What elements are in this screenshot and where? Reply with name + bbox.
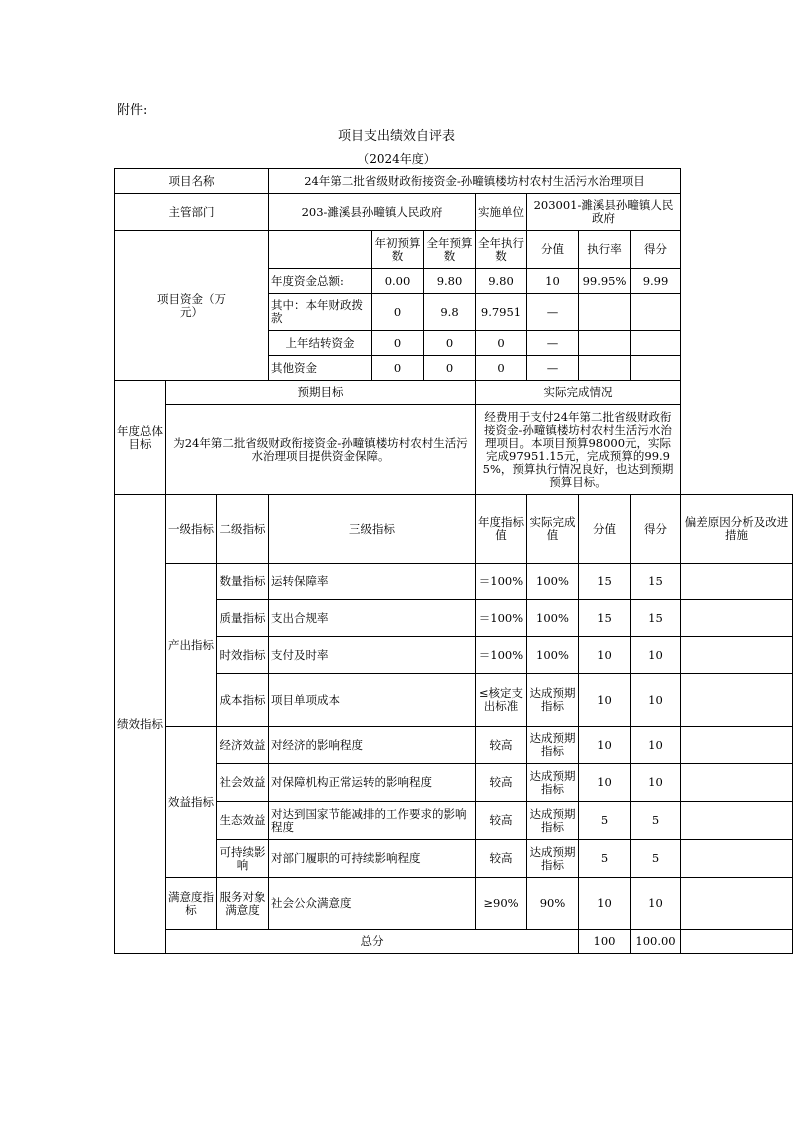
note bbox=[681, 674, 793, 727]
impl-value: 203001-濉溪县孙疃镇人民政府 bbox=[527, 194, 681, 231]
funds-cell: — bbox=[527, 294, 579, 331]
evaluation-table bbox=[114, 168, 793, 954]
target: 较高 bbox=[476, 840, 527, 878]
perf-header: 偏差原因分析及改进措施 bbox=[681, 495, 793, 564]
funds-header: 得分 bbox=[631, 231, 681, 269]
total-label: 总分 bbox=[166, 930, 579, 954]
project-name-label: 项目名称 bbox=[115, 169, 269, 194]
score: 10 bbox=[631, 637, 681, 674]
funds-cell: 10 bbox=[527, 269, 579, 294]
level3: 对保障机构正常运转的影响程度 bbox=[269, 764, 476, 802]
funds-cell bbox=[579, 294, 631, 331]
funds-cell: 9.80 bbox=[476, 269, 527, 294]
funds-row-label: 其他资金 bbox=[269, 356, 372, 381]
level2: 服务对象满意度 bbox=[217, 878, 269, 930]
level2: 经济效益 bbox=[217, 727, 269, 764]
score-max: 15 bbox=[579, 600, 631, 637]
level3: 项目单项成本 bbox=[269, 674, 476, 727]
funds-cell: 0 bbox=[424, 356, 476, 381]
funds-cell: 9.80 bbox=[424, 269, 476, 294]
score-max: 10 bbox=[579, 637, 631, 674]
score: 15 bbox=[631, 600, 681, 637]
note bbox=[681, 637, 793, 674]
perf-header: 三级指标 bbox=[269, 495, 476, 564]
perf-header: 分值 bbox=[579, 495, 631, 564]
score: 5 bbox=[631, 840, 681, 878]
level3: 对经济的影响程度 bbox=[269, 727, 476, 764]
actual: 达成预期指标 bbox=[527, 764, 579, 802]
score-max: 5 bbox=[579, 840, 631, 878]
expected-text: 为24年第二批省级财政衔接资金-孙疃镇楼坊村农村生活污水治理项目提供资金保障。 bbox=[166, 405, 476, 495]
target: 较高 bbox=[476, 764, 527, 802]
actual-text: 经费用于支付24年第二批省级财政衔接资金-孙疃镇楼坊村农村生活污水治理项目。本项目预算98000元，实际完成97951.15元，完成预算的99.95%，预算执行情况良好，也达到预期预算目标。 bbox=[476, 405, 681, 495]
page-title: 项目支出绩效自评表 bbox=[337, 129, 455, 144]
funds-cell: 0 bbox=[372, 294, 424, 331]
score-max: 15 bbox=[579, 564, 631, 600]
funds-label-text: 项目资金（万元） bbox=[157, 291, 226, 319]
perf-header: 一级指标 bbox=[166, 495, 217, 564]
funds-header: 全年执行数 bbox=[476, 231, 527, 269]
funds-cell: 0 bbox=[476, 356, 527, 381]
note bbox=[681, 802, 793, 840]
funds-cell: 9.99 bbox=[631, 269, 681, 294]
target: 较高 bbox=[476, 802, 527, 840]
score-max: 5 bbox=[579, 802, 631, 840]
funds-cell bbox=[579, 331, 631, 356]
total-score: 100.00 bbox=[631, 930, 681, 954]
funds-header: 年初预算数 bbox=[372, 231, 424, 269]
performance-label: 绩效指标 bbox=[115, 495, 166, 954]
goals-label: 年度总体目标 bbox=[115, 381, 166, 495]
funds-row-label: 上年结转资金 bbox=[269, 331, 372, 356]
level2: 可持续影响 bbox=[217, 840, 269, 878]
level3: 对达到国家节能减排的工作要求的影响程度 bbox=[269, 802, 476, 840]
funds-cell bbox=[631, 331, 681, 356]
actual: 达成预期指标 bbox=[527, 840, 579, 878]
actual: 90% bbox=[527, 878, 579, 930]
funds-cell bbox=[631, 356, 681, 381]
note bbox=[681, 764, 793, 802]
impl-label: 实施单位 bbox=[476, 194, 527, 231]
score-max: 10 bbox=[579, 764, 631, 802]
note bbox=[681, 600, 793, 637]
level3: 社会公众满意度 bbox=[269, 878, 476, 930]
note bbox=[681, 727, 793, 764]
score-max: 10 bbox=[579, 727, 631, 764]
target: 较高 bbox=[476, 727, 527, 764]
project-name-value: 24年第二批省级财政衔接资金-孙疃镇楼坊村农村生活污水治理项目 bbox=[269, 169, 681, 194]
score: 5 bbox=[631, 802, 681, 840]
score: 10 bbox=[631, 727, 681, 764]
funds-cell bbox=[631, 294, 681, 331]
level2: 成本指标 bbox=[217, 674, 269, 727]
level1-output: 产出指标 bbox=[166, 564, 217, 727]
score: 10 bbox=[631, 878, 681, 930]
note bbox=[681, 840, 793, 878]
funds-cell: 0 bbox=[372, 356, 424, 381]
note bbox=[681, 878, 793, 930]
funds-header: 执行率 bbox=[579, 231, 631, 269]
target: ≥90% bbox=[476, 878, 527, 930]
level2: 数量指标 bbox=[217, 564, 269, 600]
level3: 支出合规率 bbox=[269, 600, 476, 637]
dept-value: 203-濉溪县孙疃镇人民政府 bbox=[269, 194, 476, 231]
score: 10 bbox=[631, 764, 681, 802]
funds-header: 全年预算数 bbox=[424, 231, 476, 269]
target: ＝100% bbox=[476, 600, 527, 637]
funds-header-blank bbox=[269, 231, 372, 269]
note bbox=[681, 564, 793, 600]
actual: 达成预期指标 bbox=[527, 727, 579, 764]
level2: 生态效益 bbox=[217, 802, 269, 840]
dept-label: 主管部门 bbox=[115, 194, 269, 231]
level2: 时效指标 bbox=[217, 637, 269, 674]
level3: 对部门履职的可持续影响程度 bbox=[269, 840, 476, 878]
total-score-max: 100 bbox=[579, 930, 631, 954]
funds-header: 分值 bbox=[527, 231, 579, 269]
perf-header: 年度指标值 bbox=[476, 495, 527, 564]
funds-cell: — bbox=[527, 356, 579, 381]
attachment-label: 附件: bbox=[117, 103, 148, 118]
funds-cell: 0 bbox=[476, 331, 527, 356]
funds-cell: 9.7951 bbox=[476, 294, 527, 331]
level3: 支付及时率 bbox=[269, 637, 476, 674]
funds-row-label: 其中：本年财政拨款 bbox=[269, 294, 372, 331]
funds-row-label: 年度资金总额: bbox=[269, 269, 372, 294]
level1-benefit: 效益指标 bbox=[166, 727, 217, 878]
actual: 100% bbox=[527, 564, 579, 600]
actual: 达成预期指标 bbox=[527, 674, 579, 727]
funds-cell bbox=[579, 356, 631, 381]
score-max: 10 bbox=[579, 674, 631, 727]
expected-header: 预期目标 bbox=[166, 381, 476, 405]
level3: 运转保障率 bbox=[269, 564, 476, 600]
perf-header: 得分 bbox=[631, 495, 681, 564]
target: ＝100% bbox=[476, 564, 527, 600]
perf-header: 二级指标 bbox=[217, 495, 269, 564]
actual: 100% bbox=[527, 600, 579, 637]
funds-label bbox=[115, 231, 269, 381]
level1-satisfaction: 满意度指标 bbox=[166, 878, 217, 930]
total-note bbox=[681, 930, 793, 954]
score-max: 10 bbox=[579, 878, 631, 930]
target: ≤核定支出标准 bbox=[476, 674, 527, 727]
funds-cell: 0.00 bbox=[372, 269, 424, 294]
page-subtitle: （2024年度） bbox=[357, 152, 436, 166]
actual: 达成预期指标 bbox=[527, 802, 579, 840]
level2: 质量指标 bbox=[217, 600, 269, 637]
funds-cell: 99.95% bbox=[579, 269, 631, 294]
score: 15 bbox=[631, 564, 681, 600]
target: ＝100% bbox=[476, 637, 527, 674]
actual-header: 实际完成情况 bbox=[476, 381, 681, 405]
actual: 100% bbox=[527, 637, 579, 674]
score: 10 bbox=[631, 674, 681, 727]
level2: 社会效益 bbox=[217, 764, 269, 802]
funds-cell: — bbox=[527, 331, 579, 356]
perf-header: 实际完成值 bbox=[527, 495, 579, 564]
funds-cell: 0 bbox=[424, 331, 476, 356]
funds-cell: 0 bbox=[372, 331, 424, 356]
funds-cell: 9.8 bbox=[424, 294, 476, 331]
